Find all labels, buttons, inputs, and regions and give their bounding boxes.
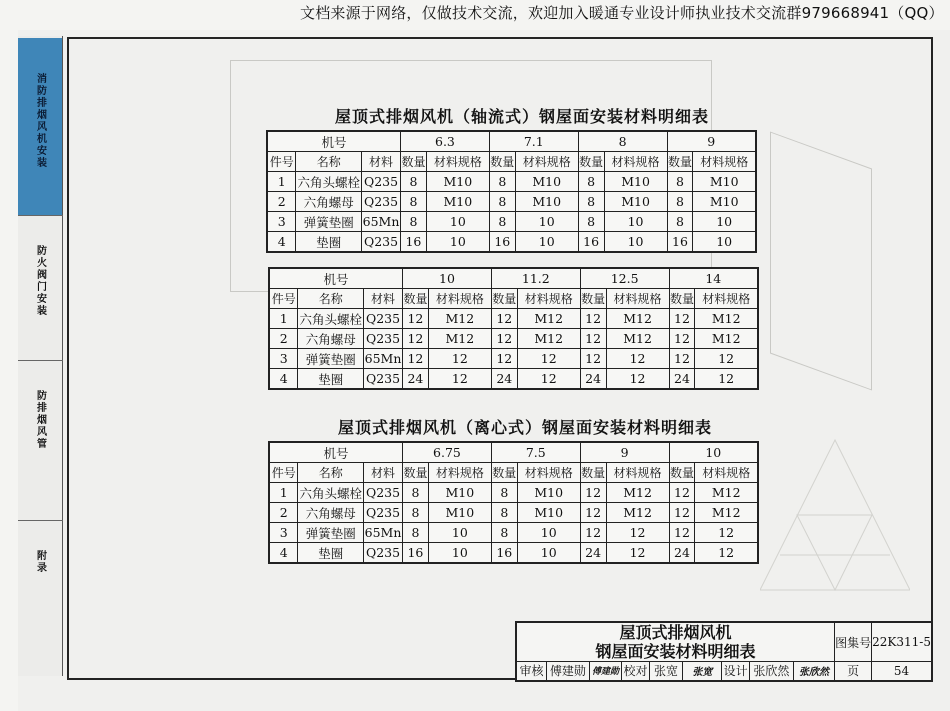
page-label: 页 [835, 662, 872, 681]
model-number: 8 [578, 131, 667, 152]
table-cell: 16 [491, 543, 517, 564]
table-cell: 弹簧垫圈 [298, 349, 364, 369]
table-cell: M12 [517, 309, 580, 329]
table-cell: 12 [606, 369, 669, 390]
table-cell: 10 [515, 212, 578, 232]
table-row [269, 483, 758, 503]
column-header: 件号 [267, 152, 296, 172]
table-cell: 12 [669, 309, 695, 329]
table-cell: 10 [515, 232, 578, 253]
column-header: 数量 [491, 289, 517, 309]
table-cell: 12 [403, 349, 429, 369]
table-cell: Q235 [362, 172, 401, 192]
table-cell: 3 [267, 212, 296, 232]
table-cell: 8 [578, 212, 604, 232]
checker-name: 张宽 [649, 662, 683, 681]
table-cell: 垫圈 [298, 369, 364, 390]
sidebar-item-label: 消防排烟风机安装 [34, 73, 46, 169]
column-header: 数量 [669, 289, 695, 309]
sidebar-item-2[interactable] [18, 215, 62, 360]
page-number: 54 [872, 662, 932, 681]
table-cell: 六角头螺栓 [296, 172, 362, 192]
column-header: 材料规格 [515, 152, 578, 172]
table-cell: 8 [667, 212, 693, 232]
table-cell: M10 [693, 192, 756, 212]
reviewer-name: 傅建勋 [547, 662, 590, 681]
table-cell: 10 [428, 543, 491, 564]
table-cell: 12 [580, 503, 606, 523]
table-cell: 12 [491, 349, 517, 369]
table-cell: 8 [403, 523, 429, 543]
atlas-number: 22K311-5 [872, 622, 932, 662]
table-cell: 24 [491, 369, 517, 390]
column-header: 材料 [362, 152, 401, 172]
column-header: 名称 [298, 289, 364, 309]
table-cell: 12 [491, 309, 517, 329]
column-header: 名称 [296, 152, 362, 172]
table-cell: 12 [517, 349, 580, 369]
table-cell: 65Mn [364, 523, 403, 543]
model-row [269, 442, 758, 463]
table-cell: 8 [489, 212, 515, 232]
reviewer-signature: 傅建勋 [589, 662, 622, 681]
sidebar-item-1[interactable] [18, 38, 62, 215]
table-cell: 弹簧垫圈 [298, 523, 364, 543]
model-number: 12.5 [580, 268, 669, 289]
table-cell: M12 [695, 309, 758, 329]
review-label: 审核 [516, 662, 547, 681]
table-cell: 12 [695, 369, 758, 390]
header-row [269, 463, 758, 483]
column-header: 件号 [269, 463, 298, 483]
table-cell: 8 [403, 503, 429, 523]
table-cell: M12 [695, 483, 758, 503]
table-cell: 8 [667, 192, 693, 212]
table-cell: M10 [604, 192, 667, 212]
table-cell: 10 [517, 523, 580, 543]
model-label: 机号 [269, 442, 403, 463]
table-cell: 六角头螺栓 [298, 483, 364, 503]
table-cell: 8 [491, 483, 517, 503]
table-cell: 12 [695, 543, 758, 564]
column-header: 材料规格 [428, 463, 491, 483]
table-cell: 16 [667, 232, 693, 253]
column-header: 材料规格 [606, 463, 669, 483]
table-cell: M10 [604, 172, 667, 192]
sidebar-item-4[interactable] [18, 520, 62, 670]
table-cell: M10 [515, 192, 578, 212]
column-header: 材料 [364, 289, 403, 309]
table-cell: 10 [693, 232, 756, 253]
column-header: 名称 [298, 463, 364, 483]
table-cell: 12 [669, 349, 695, 369]
table-cell: Q235 [364, 369, 403, 390]
column-header: 数量 [669, 463, 695, 483]
sidebar-item-label: 防排烟风管 [34, 390, 46, 450]
column-header: 件号 [269, 289, 298, 309]
table-cell: 六角螺母 [298, 503, 364, 523]
title-block [515, 621, 933, 682]
table-row [269, 309, 758, 329]
model-number: 10 [403, 268, 492, 289]
table-cell: 10 [693, 212, 756, 232]
model-number: 9 [580, 442, 669, 463]
table-cell: M10 [515, 172, 578, 192]
table-cell: M12 [695, 329, 758, 349]
table-cell: 12 [580, 483, 606, 503]
column-header: 材料规格 [426, 152, 489, 172]
column-header: 材料规格 [604, 152, 667, 172]
table-cell: 12 [491, 329, 517, 349]
table-row [267, 172, 756, 192]
sidebar-divider [18, 215, 63, 216]
column-header: 数量 [578, 152, 604, 172]
table-cell: Q235 [364, 543, 403, 564]
table-cell: 2 [269, 329, 298, 349]
table-cell: M10 [693, 172, 756, 192]
table-cell: 24 [580, 543, 606, 564]
table-cell: 1 [269, 483, 298, 503]
table-cell: 10 [604, 212, 667, 232]
table-cell: 12 [403, 309, 429, 329]
table-cell: 24 [669, 543, 695, 564]
table-cell: 12 [428, 369, 491, 390]
table-cell: 垫圈 [296, 232, 362, 253]
table-cell: 12 [428, 349, 491, 369]
table-block [269, 442, 758, 563]
table-cell: M12 [606, 309, 669, 329]
title-line-2: 钢屋面安装材料明细表 [595, 642, 756, 661]
model-row [267, 131, 756, 152]
table-cell: 12 [606, 349, 669, 369]
table-cell: 10 [428, 523, 491, 543]
column-header: 材料规格 [693, 152, 756, 172]
checker-signature: 张宽 [683, 662, 722, 681]
table-cell: M12 [428, 309, 491, 329]
table-cell: Q235 [364, 329, 403, 349]
table-cell: 弹簧垫圈 [296, 212, 362, 232]
column-header: 数量 [667, 152, 693, 172]
table-cell: 10 [517, 543, 580, 564]
table-cell: 12 [580, 523, 606, 543]
designer-signature: 张欣然 [793, 662, 834, 681]
table-cell: 12 [580, 349, 606, 369]
atlas-label: 图集号 [835, 622, 872, 662]
table-cell: M10 [517, 503, 580, 523]
table-cell: 12 [669, 483, 695, 503]
column-header: 材料规格 [695, 463, 758, 483]
model-label: 机号 [269, 268, 403, 289]
axial-material-table [266, 130, 757, 253]
table-cell: M12 [428, 329, 491, 349]
table-cell: M12 [517, 329, 580, 349]
table-cell: 24 [669, 369, 695, 390]
table-cell: 8 [401, 172, 427, 192]
table-cell: Q235 [362, 192, 401, 212]
model-number: 7.1 [489, 131, 578, 152]
table-block [269, 268, 758, 389]
table-title-centrifugal: 屋顶式排烟风机（离心式）钢屋面安装材料明细表 [338, 418, 713, 437]
table-cell: 3 [269, 349, 298, 369]
table-row [269, 329, 758, 349]
table-cell: 16 [401, 232, 427, 253]
table-cell: 8 [491, 523, 517, 543]
model-number: 9 [667, 131, 756, 152]
table-cell: 8 [667, 172, 693, 192]
table-cell: M12 [606, 503, 669, 523]
table-block [267, 131, 756, 252]
model-number: 10 [669, 442, 758, 463]
table-cell: 8 [403, 483, 429, 503]
column-header: 数量 [403, 289, 429, 309]
table-cell: 12 [669, 503, 695, 523]
table-cell: 12 [695, 349, 758, 369]
table-cell: 8 [491, 503, 517, 523]
table-row [269, 543, 758, 564]
table-title-axial: 屋顶式排烟风机（轴流式）钢屋面安装材料明细表 [335, 107, 710, 126]
table-cell: M12 [606, 483, 669, 503]
model-label: 机号 [267, 131, 401, 152]
table-cell: 12 [669, 523, 695, 543]
table-cell: 8 [489, 192, 515, 212]
table-cell: Q235 [364, 483, 403, 503]
table-cell: 4 [267, 232, 296, 253]
table-row [267, 212, 756, 232]
table-cell: 24 [403, 369, 429, 390]
table-cell: 24 [580, 369, 606, 390]
table-cell: 16 [489, 232, 515, 253]
model-number: 6.3 [401, 131, 490, 152]
sidebar-item-3[interactable] [18, 360, 62, 520]
column-header: 数量 [489, 152, 515, 172]
table-row [267, 192, 756, 212]
designer-name: 张欣然 [749, 662, 793, 681]
table-cell: 10 [426, 212, 489, 232]
title-block-title [516, 622, 835, 662]
table-cell: M12 [695, 503, 758, 523]
table-cell: 12 [580, 329, 606, 349]
column-header: 材料规格 [517, 463, 580, 483]
column-header: 材料规格 [517, 289, 580, 309]
column-header: 材料规格 [606, 289, 669, 309]
table-cell: 10 [604, 232, 667, 253]
column-header: 数量 [580, 289, 606, 309]
centrifugal-material-table [268, 441, 759, 564]
table-cell: M10 [517, 483, 580, 503]
table-cell: 12 [695, 523, 758, 543]
column-header: 材料 [364, 463, 403, 483]
sidebar-item-label: 附录 [34, 550, 46, 574]
column-header: 数量 [580, 463, 606, 483]
table-cell: Q235 [364, 503, 403, 523]
table-cell: 16 [578, 232, 604, 253]
table-cell: 六角螺母 [298, 329, 364, 349]
table-cell: 12 [517, 369, 580, 390]
table-cell: 12 [606, 523, 669, 543]
table-row [267, 232, 756, 253]
table-cell: 65Mn [362, 212, 401, 232]
table-cell: M10 [426, 172, 489, 192]
table-cell: 3 [269, 523, 298, 543]
table-cell: M10 [428, 483, 491, 503]
table-cell: 8 [401, 192, 427, 212]
sidebar-item-label: 防火阀门安装 [34, 245, 46, 317]
table-row [269, 349, 758, 369]
table-cell: 12 [580, 309, 606, 329]
table-cell: 六角螺母 [296, 192, 362, 212]
model-number: 6.75 [403, 442, 492, 463]
table-cell: Q235 [364, 309, 403, 329]
table-row [269, 503, 758, 523]
model-number: 11.2 [491, 268, 580, 289]
column-header: 数量 [403, 463, 429, 483]
model-row [269, 268, 758, 289]
table-cell: Q235 [362, 232, 401, 253]
table-cell: 10 [426, 232, 489, 253]
watermark-text: 文档来源于网络，仅做技术交流，欢迎加入暖通专业设计师执业技术交流群979668941（QQ） [300, 4, 944, 22]
header-row [267, 152, 756, 172]
table-cell: M10 [426, 192, 489, 212]
design-label: 设计 [722, 662, 749, 681]
table-cell: 8 [489, 172, 515, 192]
table-cell: 2 [267, 192, 296, 212]
sidebar-divider [18, 520, 63, 521]
model-number: 7.5 [491, 442, 580, 463]
table-cell: 12 [669, 329, 695, 349]
table-cell: 65Mn [364, 349, 403, 369]
table-cell: 4 [269, 543, 298, 564]
check-label: 校对 [622, 662, 649, 681]
table-row [269, 369, 758, 390]
table-cell: 12 [606, 543, 669, 564]
model-number: 14 [669, 268, 758, 289]
table-cell: 8 [401, 212, 427, 232]
column-header: 数量 [491, 463, 517, 483]
axial-material-table-2 [268, 267, 759, 390]
table-cell: 4 [269, 369, 298, 390]
sidebar-divider [18, 360, 63, 361]
table-cell: 8 [578, 172, 604, 192]
table-cell: 1 [267, 172, 296, 192]
table-cell: 16 [403, 543, 429, 564]
table-cell: M12 [606, 329, 669, 349]
table-row [269, 523, 758, 543]
table-cell: 1 [269, 309, 298, 329]
table-cell: 垫圈 [298, 543, 364, 564]
column-header: 材料规格 [428, 289, 491, 309]
column-header: 材料规格 [695, 289, 758, 309]
title-line-1: 屋顶式排烟风机 [619, 623, 732, 642]
table-cell: 12 [403, 329, 429, 349]
header-row [269, 289, 758, 309]
column-header: 数量 [401, 152, 427, 172]
table-cell: M10 [428, 503, 491, 523]
table-cell: 8 [578, 192, 604, 212]
table-cell: 2 [269, 503, 298, 523]
table-cell: 六角头螺栓 [298, 309, 364, 329]
